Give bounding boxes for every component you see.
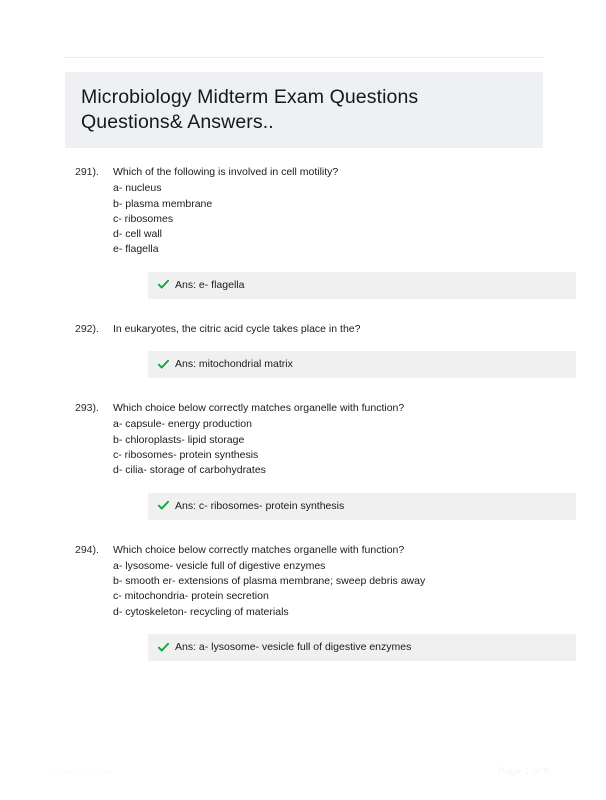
question-body [113, 165, 606, 299]
choice-list [113, 559, 546, 620]
answer-text: Ans: c- ribosomes- protein synthesis [175, 499, 345, 512]
check-icon [158, 359, 169, 370]
answer-bar [148, 493, 576, 520]
choice-item[interactable]: b- smooth er- extensions of plasma membrane; sweep debris away [113, 575, 426, 588]
choice-item[interactable]: b- plasma membrane [113, 197, 213, 210]
page-title-line-2: Questions& Answers.. [81, 111, 274, 133]
question-body [113, 322, 606, 378]
question-block [0, 165, 606, 299]
choice-item[interactable]: c- mitochondria- protein secretion [113, 590, 269, 603]
question-text: Which of the following is involved in cell motility? [113, 166, 339, 178]
question-block [0, 401, 606, 519]
choice-item[interactable]: d- cell wall [113, 228, 163, 241]
question-text: Which choice below correctly matches organelle with function? [113, 402, 405, 415]
question-list [0, 165, 606, 684]
choice-item[interactable]: a- lysosome- vesicle full of digestive enzymes [113, 559, 326, 572]
header-divider [65, 57, 543, 58]
choice-item[interactable]: c- ribosomes- protein synthesis [113, 448, 259, 461]
choice-item[interactable]: d- cytoskeleton- recycling of materials [113, 605, 289, 618]
question-number: 292). [75, 322, 99, 335]
question-text: In eukaryotes, the citric acid cycle takes place in the? [113, 322, 361, 335]
site-watermark: PaperTitle.com [53, 766, 113, 776]
question-number: 291). [75, 166, 99, 178]
question-text: Which choice below correctly matches organelle with function? [113, 543, 405, 556]
check-icon [158, 500, 169, 511]
question-block [0, 322, 606, 378]
answer-text: Ans: mitochondrial matrix [175, 358, 293, 371]
choice-item[interactable]: d- cilia- storage of carbohydrates [113, 464, 266, 477]
choice-item[interactable]: a- capsule- energy production [113, 418, 252, 431]
page-footer [0, 758, 606, 800]
check-icon [158, 642, 169, 653]
choice-item[interactable]: b- chloroplasts- lipid storage [113, 433, 245, 446]
question-number: 294). [75, 543, 99, 556]
choice-list [113, 181, 546, 257]
question-number: 293). [75, 402, 99, 415]
choice-list [113, 417, 546, 478]
answer-bar [148, 351, 576, 378]
answer-text: Ans: e- flagella [175, 278, 245, 291]
question-body [113, 543, 606, 661]
choice-item[interactable]: c- ribosomes [113, 212, 174, 225]
answer-bar [148, 634, 576, 661]
answer-text: Ans: a- lysosome- vesicle full of digestive enzymes [175, 641, 412, 654]
check-icon [158, 279, 169, 290]
choice-item[interactable]: a- nucleus [113, 182, 162, 195]
answer-bar [148, 272, 576, 299]
question-block [0, 543, 606, 661]
choice-item[interactable]: e- flagella [113, 243, 159, 256]
page-number-label: Page 1 of 6 [498, 766, 549, 777]
question-body [113, 401, 606, 519]
page-title-line-1: Microbiology Midterm Exam Questions [81, 86, 419, 108]
document-title-banner [65, 72, 543, 148]
